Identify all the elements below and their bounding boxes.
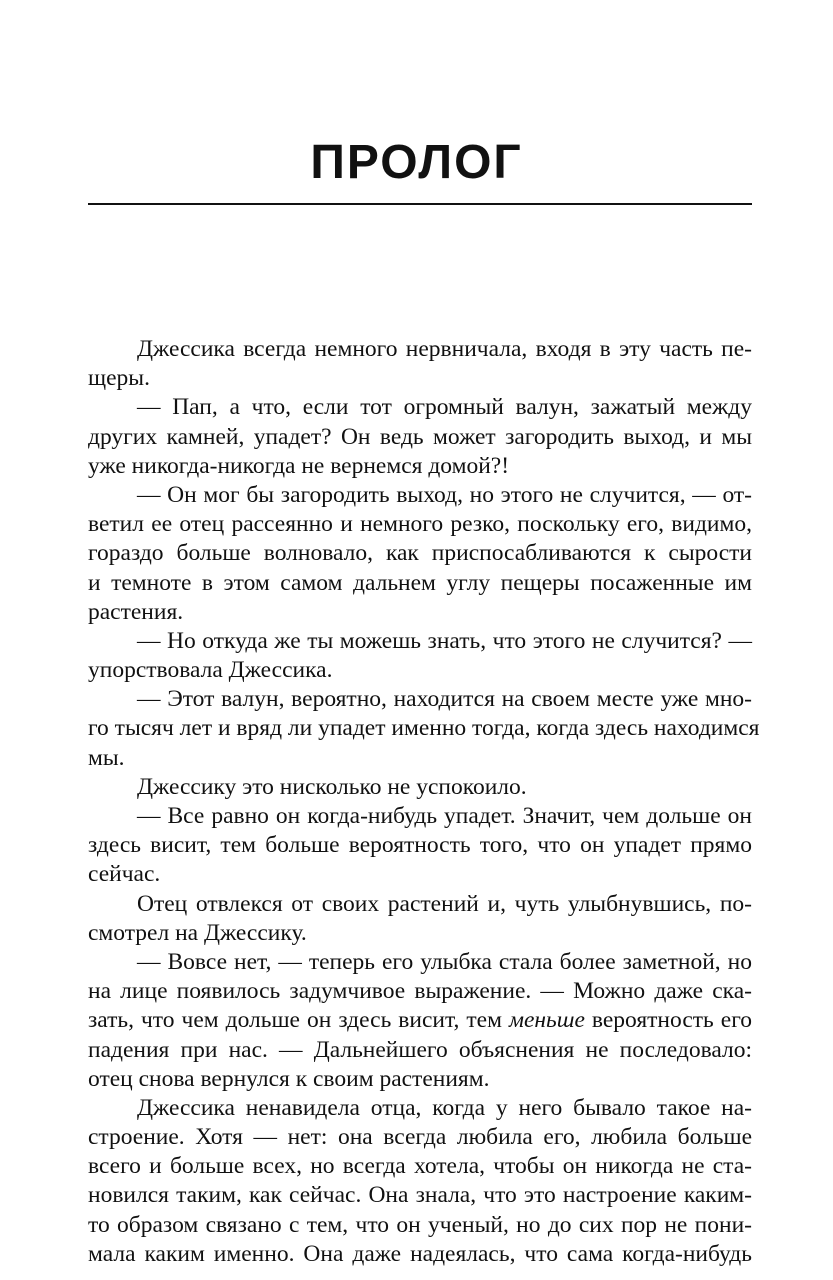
text-fragment: вероятность его [584, 1007, 752, 1034]
text-line: отец снова вернулся к своим растениям. [88, 1065, 490, 1092]
text-line: Отец отвлекся от своих растений и, чуть улыбнувшись, по- [137, 890, 752, 917]
text-line: Джессика всегда немного нервничала, входя в эту часть пе- [137, 336, 752, 362]
text-line: — Все равно он когда-нибудь упадет. Значит, чем дольше он [137, 803, 752, 829]
text-line: — Вовсе нет, — теперь его улыбка стала более заметной, но [137, 948, 752, 975]
text-line [88, 1006, 752, 1035]
text-line: падения при нас. — Дальнейшего объяснения не последовало: [88, 1036, 752, 1063]
text-line: го тысяч лет и вряд ли упадет именно тогда, когда здесь находимся [88, 715, 760, 742]
text-line: здесь висит, тем больше вероятность того, что он упадет прямо [88, 832, 752, 859]
text-line: сейчас. [88, 861, 161, 888]
text-line: растения. [88, 598, 184, 625]
text-line: смотрел на Джессику. [88, 919, 307, 946]
text-line: ветил ее отец рассеянно и немного резко, поскольку его, видимо, [88, 511, 752, 538]
chapter-body-text [88, 335, 760, 1269]
text-line: — Но откуда же ты можешь знать, что этого не случится? — [137, 627, 752, 654]
text-line: всего и больше всех, но всегда хотела, чтобы он никогда не ста- [88, 1153, 752, 1180]
text-line: Джессику это нисколько не успокоило. [137, 773, 527, 800]
chapter-title: ПРОЛОГ [310, 136, 523, 189]
emphasized-word: меньше [508, 1007, 585, 1034]
text-line: упорствовала Джессика. [88, 657, 333, 684]
text-fragment: зать, что чем дольше он здесь висит, тем [88, 1007, 509, 1034]
text-line: на лице появилось задумчивое выражение. — Можно даже ска- [88, 978, 752, 1005]
text-line: Джессика ненавидела отца, когда у него бывало такое на- [137, 1094, 752, 1121]
text-line: — Он мог бы загородить выход, но этого не случится, — от- [137, 481, 752, 508]
text-line: мала каким именно. Она даже надеялась, что сама когда-нибудь [88, 1240, 752, 1267]
text-line: уже никогда-никогда не вернемся домой?! [88, 452, 510, 479]
text-line: строение. Хотя — нет: она всегда любила его, любила больше [88, 1124, 752, 1151]
text-line: новился таким, как сейчас. Она знала, что это настроение каким- [88, 1182, 752, 1209]
title-underline [88, 203, 752, 205]
text-line: других камней, упадет? Он ведь может загородить выход, и мы [88, 423, 752, 450]
text-line: гораздо больше волновало, как приспосабливаются к сырости [88, 540, 752, 567]
text-line: — Этот валун, вероятно, находится на своем месте уже мно- [137, 686, 752, 713]
text-line: то образом связано с тем, что он ученый, но до сих пор не пони- [88, 1211, 752, 1238]
text-line: мы. [88, 744, 125, 771]
text-line: — Пап, а что, если тот огромный валун, зажатый между [137, 394, 752, 421]
text-line: щеры. [88, 365, 150, 392]
text-line: и темноте в этом самом дальнем углу пещеры посаженные им [88, 569, 752, 596]
